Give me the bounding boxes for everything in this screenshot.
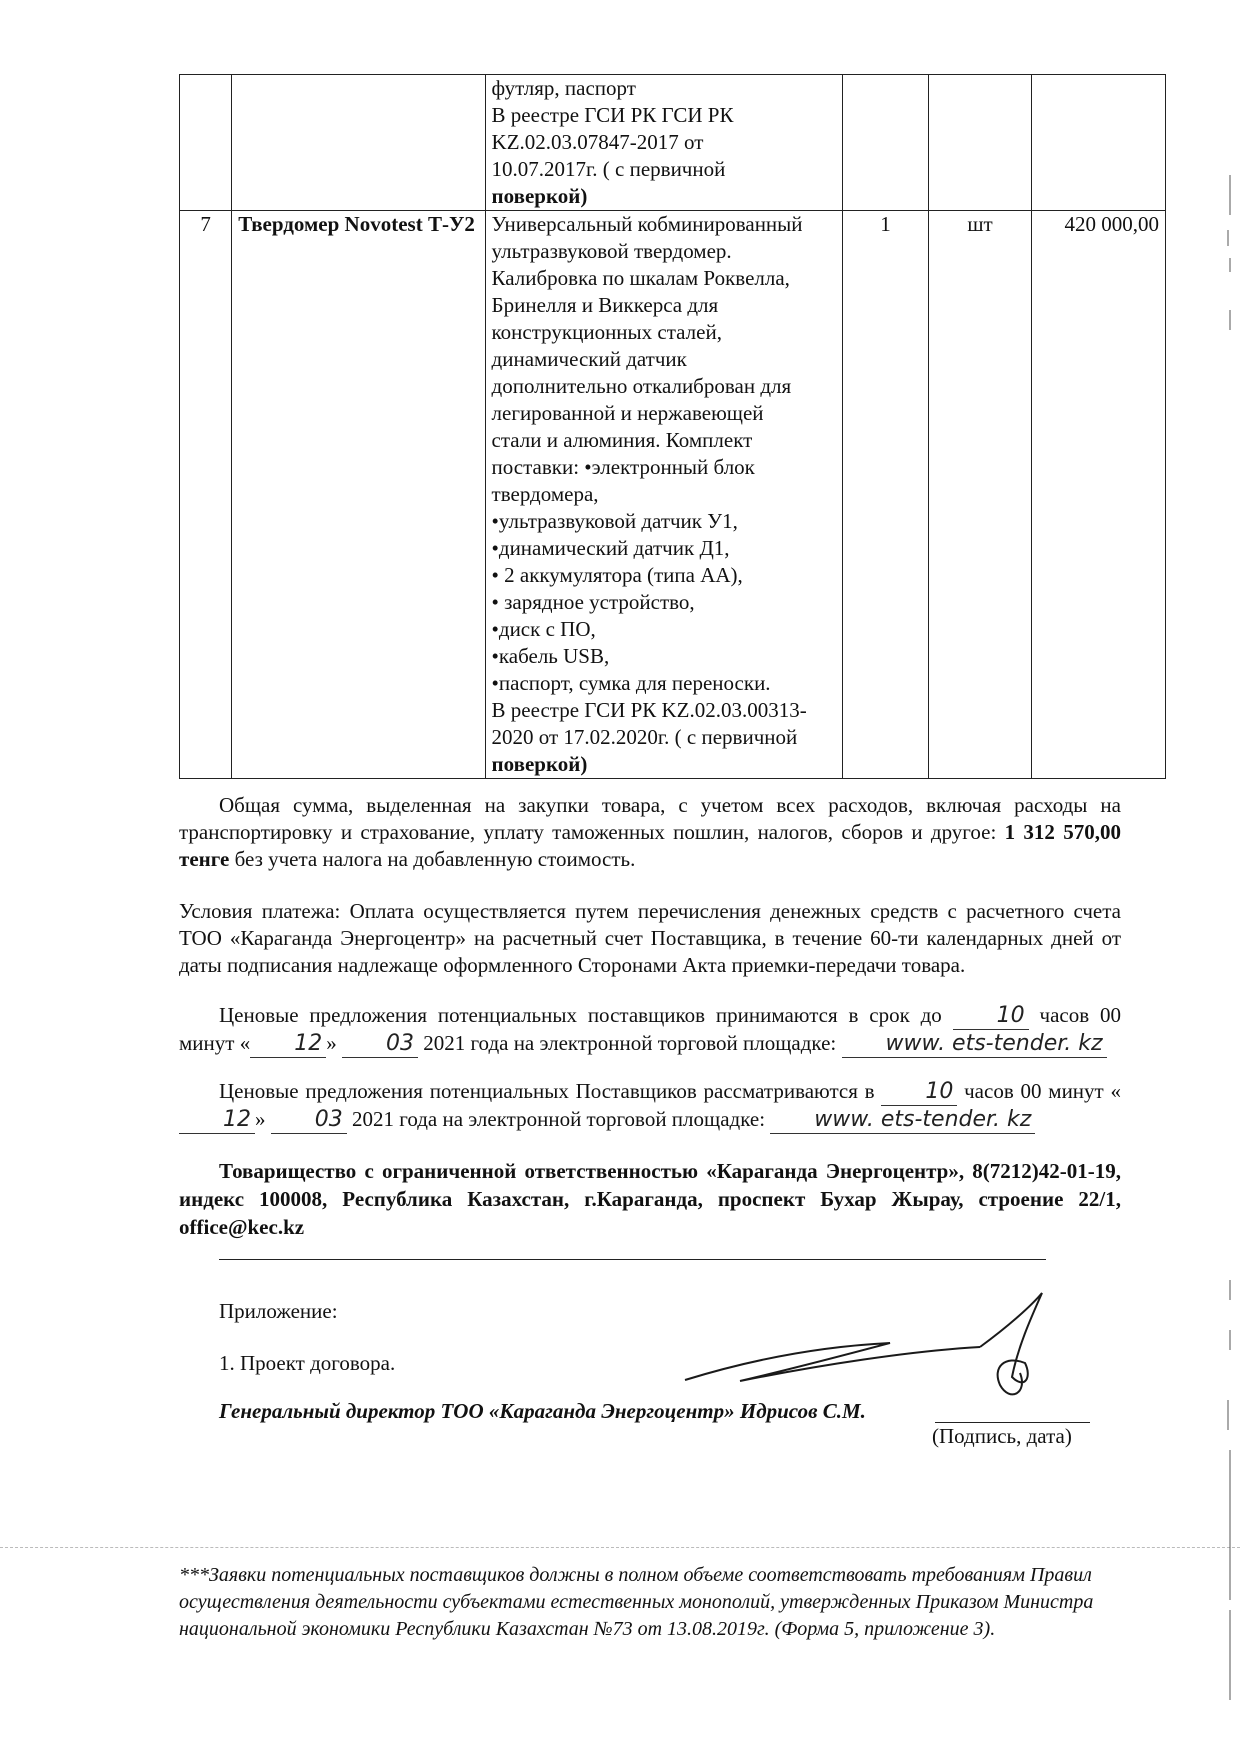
total-amount-paragraph (179, 792, 1121, 873)
description-line: •диск с ПО, (491, 617, 596, 641)
scan-dotted-line (0, 1547, 1240, 1548)
item-description-cell (485, 75, 843, 211)
accept-text-2: часов 00 минут « (179, 1003, 1122, 1055)
description-line: •кабель USB, (491, 644, 610, 668)
appendix-item: 1. Проект договора. (219, 1351, 396, 1375)
accept-month-handwritten: 03 (342, 1030, 418, 1058)
payment-terms-paragraph: Условия платежа: Оплата осуществляется путем перечисления денежных средств с расчетного счета ТОО «Караганда Энергоцентр» на расчетный счет Поставщика, в течение 60-ти календарных дней от даты подписания надлежаще оформленного Сторонами Акта приемки-передачи товара. (179, 899, 1121, 977)
description-line: динамический датчик (491, 347, 687, 371)
row-number-cell: 7 (180, 211, 232, 779)
review-text-4: 2021 года на электронной торговой площадке: (352, 1107, 766, 1131)
description-line: В реестре ГСИ РК ГСИ РК (491, 103, 734, 127)
total-tail: без учета налога на добавленную стоимость. (229, 847, 636, 871)
item-description-cell (485, 211, 843, 779)
divider-line (219, 1259, 1046, 1260)
review-text-2: часов 00 минут « (964, 1079, 1122, 1103)
description-line: поставки: •электронный блок (491, 455, 755, 479)
review-text-1: Ценовые предложения потенциальных Поставщиков рассматриваются в (219, 1079, 875, 1103)
item-name-cell (232, 75, 485, 211)
description-line: Универсальный кобминированный (491, 212, 803, 236)
scan-edge-marks (1218, 0, 1240, 1754)
description-line: • 2 аккумулятора (типа АА), (491, 563, 743, 587)
table-row (180, 75, 1166, 211)
description-line: стали и алюминия. Комплект (491, 428, 753, 452)
appendix-title: Приложение: (219, 1299, 338, 1323)
description-line: поверкой) (491, 752, 588, 776)
review-hour-handwritten: 10 (881, 1078, 957, 1106)
description-line: 10.07.2017г. ( с первичной (491, 157, 726, 181)
description-line: • зарядное устройство, (491, 590, 695, 614)
unit-cell: шт (928, 211, 1032, 779)
description-line: •динамический датчик Д1, (491, 536, 730, 560)
table-row (180, 211, 1166, 779)
quantity-cell (843, 75, 928, 211)
review-day-handwritten: 12 (179, 1106, 255, 1134)
review-time-paragraph (179, 1078, 1121, 1134)
description-line: конструкционных сталей, (491, 320, 722, 344)
description-line: Калибровка по шкалам Роквелла, (491, 266, 790, 290)
review-month-handwritten: 03 (271, 1106, 347, 1134)
description-line: •ультразвуковой датчик У1, (491, 509, 738, 533)
description-line: KZ.02.03.07847-2017 от (491, 130, 704, 154)
description-line: ультразвуковой твердомер. (491, 239, 732, 263)
description-line: футляр, паспорт (491, 76, 636, 100)
description-line: поверкой) (491, 184, 588, 208)
row-number-cell (180, 75, 232, 211)
signature-caption: (Подпись, дата) (932, 1424, 1072, 1448)
description-line: •паспорт, сумка для переноски. (491, 671, 771, 695)
accept-text-3: » (326, 1031, 337, 1055)
accept-hour-handwritten: 10 (953, 1002, 1029, 1030)
description-line: дополнительно откалиброван для (491, 374, 792, 398)
handwritten-signature (680, 1285, 1060, 1415)
review-site-handwritten: www. ets-tender. kz (770, 1106, 1035, 1134)
review-text-3: » (255, 1107, 266, 1131)
unit-cell (928, 75, 1032, 211)
sum-cell (1032, 75, 1166, 211)
sum-cell: 420 000,00 (1032, 211, 1166, 779)
description-line: В реестре ГСИ РК KZ.02.03.00313- (491, 698, 807, 722)
goods-table (179, 74, 1166, 779)
accept-text-4: 2021 года на электронной торговой площадке: (423, 1031, 837, 1055)
quantity-cell: 1 (843, 211, 928, 779)
total-text: Общая сумма, выделенная на закупки товара, с учетом всех расходов, включая расходы на транспортировку и страхование, уплату таможенных пошлин, налогов, сборов и другое: (179, 793, 1121, 844)
footnote: ***Заявки потенциальных поставщиков должны в полном объеме соответствовать требованиям Правил осуществления деятельности субъектами естественных монополий, утвержденных Приказом Министра национальной экономики Республики Казахстан №73 от 13.08.2019г. (Форма 5, приложение 3). (179, 1564, 1094, 1640)
accept-site-handwritten: www. ets-tender. kz (842, 1030, 1107, 1058)
item-name-cell: Твердомер Novotest Т-У2 (232, 211, 485, 779)
acceptance-deadline-paragraph (179, 1002, 1121, 1058)
signature-line (935, 1422, 1090, 1423)
description-line: легированной и нержавеющей (491, 401, 764, 425)
description-line: Бринелля и Виккерса для (491, 293, 719, 317)
description-line: 2020 от 17.02.2020г. ( с первичной (491, 725, 798, 749)
accept-text-1: Ценовые предложения потенциальных поставщиков принимаются в срок до (219, 1003, 942, 1027)
description-line: твердомера, (491, 482, 599, 506)
accept-day-handwritten: 12 (250, 1030, 326, 1058)
total-amount: 1 312 570,00 тенге (179, 820, 1121, 871)
company-details: Товарищество с ограниченной ответственностью «Караганда Энергоцентр», 8(7212)42-01-19, индекс 100008, Республика Казахстан, г.Караганда, проспект Бухар Жырау, строение 22/1, office@kec.kz (179, 1159, 1121, 1239)
director-line: Генеральный директор ТОО «Караганда Энергоцентр» Идрисов С.М. (219, 1399, 866, 1423)
